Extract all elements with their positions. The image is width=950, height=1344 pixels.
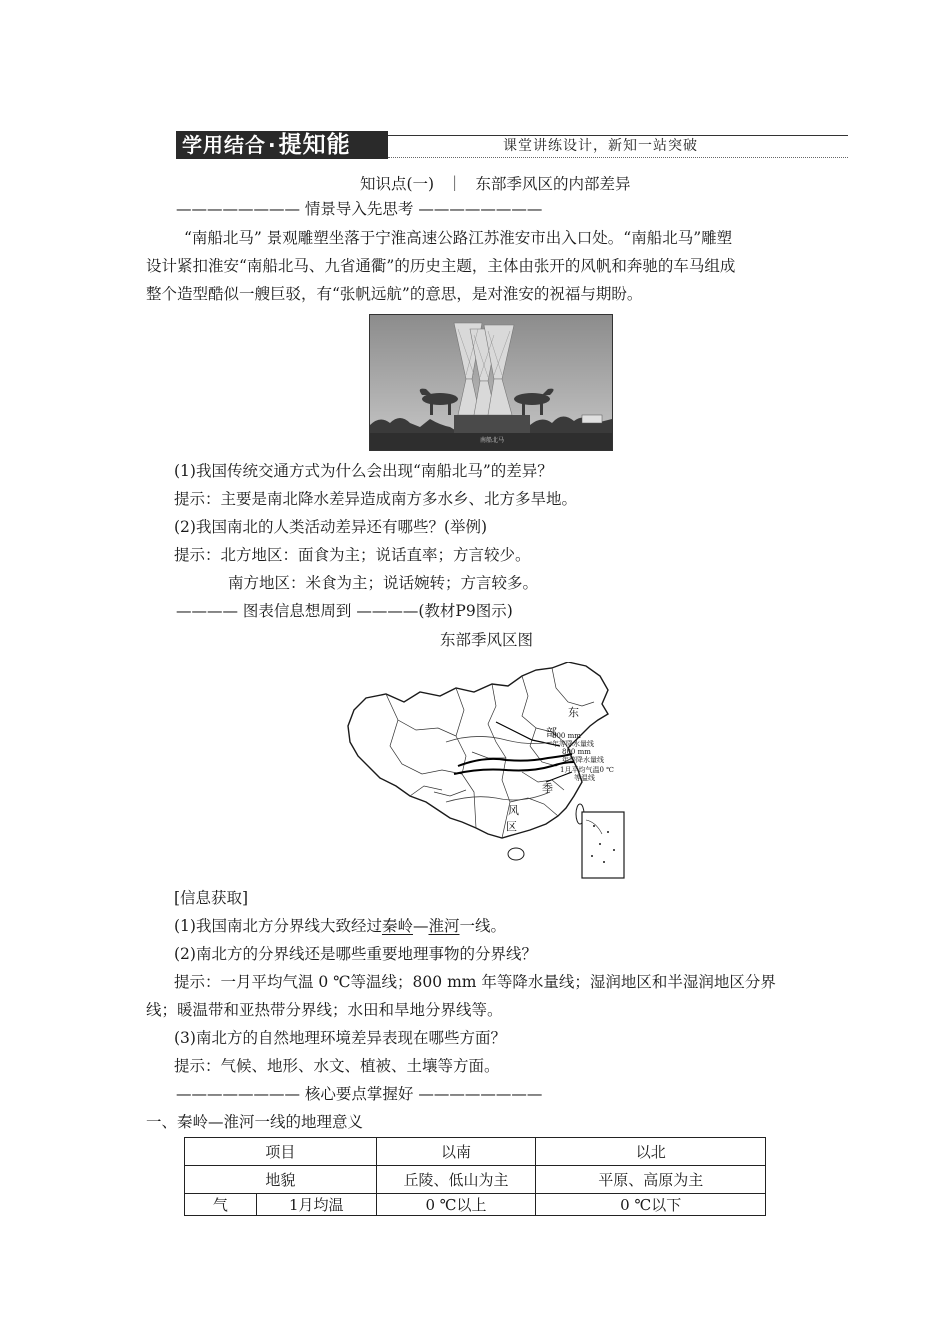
chart-heading: ———— 图表信息想周到 ————(教材P9图示) [176,602,513,620]
badge-separator: · [268,133,277,157]
banner-tagline: 课堂讲练设计，新知一站突破 [503,138,698,154]
table-row [185,1194,766,1216]
sculpture-illustration [370,315,612,450]
question-2: (2)我国南北的人类活动差异还有哪些？(举例) [174,518,488,536]
map-label-line2b: 年等降水量线 [562,756,604,764]
map-label-line3a: 1月平均气温0 ℃ [560,766,614,774]
answer-2-north: 提示：北方地区：面食为主；说话直率；方言较少。 [174,546,531,564]
info-answer-2-line-2: 线；暖温带和亚热带分界线；水田和旱地分界线等。 [146,1001,503,1019]
core-heading: ———————— 核心要点掌握好 ———————— [176,1085,543,1103]
photo-caption: 南船北马 [479,437,505,444]
banner-rule-bottom [388,157,848,158]
section-title-sep: ｜ [447,175,463,193]
info-question-3: (3)南北方的自然地理环境差异表现在哪些方面？ [174,1029,506,1047]
answer-1: 提示：主要是南北降水差异造成南方多水乡、北方多旱地。 [174,490,578,508]
intro-line-3: 整个造型酷似一艘巨驳，有“张帆远航”的意思，是对淮安的祝福与期盼。 [146,285,643,303]
section-title-prefix: 知识点(一) [360,175,435,193]
map-label-line3b: 等温线 [574,774,595,782]
section-title-main: 东部季风区的内部差异 [475,175,631,193]
info-answer-3: 提示：气候、地形、水文、植被、土壤等方面。 [174,1057,500,1075]
info-question-2: (2)南北方的分界线还是哪些重要地理事物的分界线？ [174,945,537,963]
table-header-cell: 以南 [376,1138,536,1166]
map-label-east: 东 [568,706,579,719]
map-label-line1a: 800 mm [552,732,581,740]
banner-badge [176,131,388,159]
table-cell: 0 ℃以上 [376,1194,536,1216]
section-banner [176,131,848,159]
info-q1-prefix: (1)我国南北方分界线大致经过 [174,917,382,935]
section-title [360,174,631,194]
table-header-cell: 项目 [185,1138,377,1166]
map-label-ji: 季 [542,782,553,795]
sculpture-photo [369,314,613,451]
info-q1-dash: — [412,917,429,935]
qinling-huaihe-table [184,1137,766,1216]
info-heading: [信息获取] [174,889,249,907]
map-title: 东部季风区图 [440,631,534,649]
banner-rule-top [388,135,848,136]
intro-heading: ———————— 情景导入先思考 ———————— [176,200,543,218]
info-q1-huaihe: 淮河 [428,917,460,935]
table-cell: 0 ℃以下 [536,1194,766,1216]
table-cell: 地貌 [185,1166,377,1194]
intro-line-1: “南船北马” 景观雕塑坐落于宁淮高速公路江苏淮安市出入口处。“南船北马”雕塑 [184,229,733,247]
table-cell: 气 [185,1194,257,1216]
table-cell: 丘陵、低山为主 [376,1166,536,1194]
table-cell: 1月均温 [256,1194,376,1216]
table-row [185,1166,766,1194]
info-question-1 [174,916,506,936]
table-header-cell: 以北 [536,1138,766,1166]
table-cell: 平原、高原为主 [536,1166,766,1194]
info-q1-suffix: 一线。 [459,917,507,935]
info-answer-2-line-1: 提示：一月平均气温 0 ℃等温线；800 mm 年等降水量线；湿润地区和半湿润地区分界 [174,973,776,991]
core-subtitle: 一、秦岭—淮河一线的地理意义 [146,1113,364,1131]
map-label-qu: 区 [506,820,517,833]
map-label-line1b: 年等降水量线 [552,740,594,748]
badge-text-1: 学用结合 [182,133,266,157]
map-label-line2a: 800 mm [562,748,591,756]
answer-2-south: 南方地区：米食为主；说话婉转；方言较多。 [228,574,539,592]
map-label-bu: 部 [546,726,557,739]
badge-text-2: 提知能 [278,132,351,158]
map-drawing [346,662,638,884]
question-1: (1)我国传统交通方式为什么会出现“南船北马”的差异？ [174,462,553,480]
info-q1-qinling: 秦岭 [381,917,413,935]
intro-line-2: 设计紧扣淮安“南船北马、九省通衢”的历史主题，主体由张开的风帆和奔驰的车马组成 [146,257,736,275]
map-label-feng: 风 [508,804,519,817]
table-row [185,1138,766,1166]
eastern-monsoon-map [346,662,638,884]
